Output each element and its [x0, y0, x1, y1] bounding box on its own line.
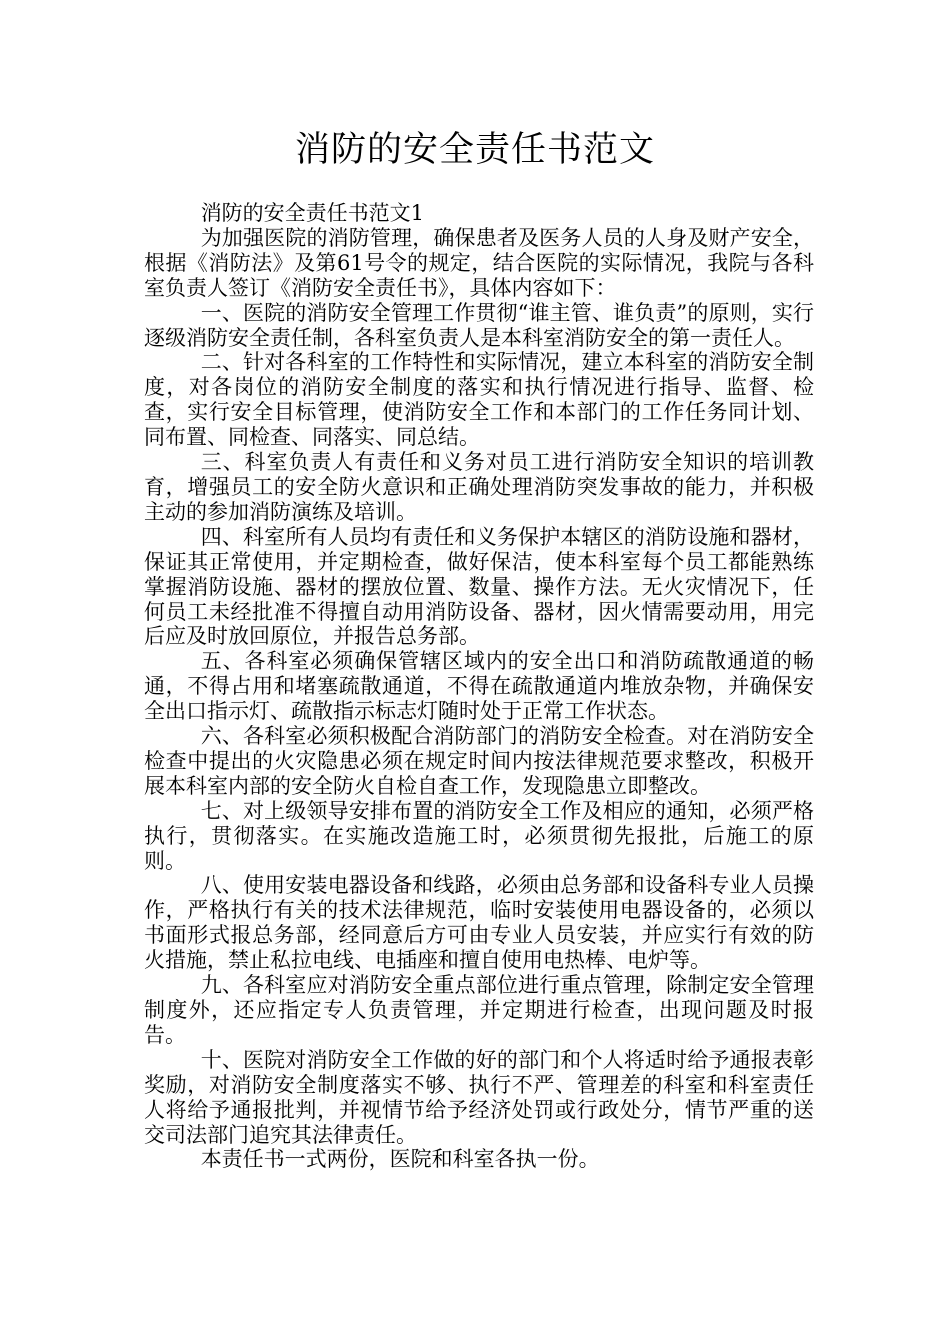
clause-1-paragraph: 一、医院的消防安全管理工作贯彻“谁主管、谁负责”的原则，实行逐级消防安全责任制，各科室负责人是本科室消防安全的第一责任人。 [144, 300, 814, 350]
clause-6-paragraph: 六、各科室必须积极配合消防部门的消防安全检查。对在消防安全检查中提出的火灾隐患必须在规定时间内按法律规范要求整改，积极开展本科室内部的安全防火自检自查工作，发现隐患立即整改。 [144, 724, 814, 798]
document-body [144, 201, 814, 1172]
clause-2-paragraph: 二、针对各科室的工作特性和实际情况，建立本科室的消防安全制度，对各岗位的消防安全制度的落实和执行情况进行指导、监督、检查，实行安全目标管理，使消防安全工作和本部门的工作任务同计划、同布置、同检查、同落实、同总结。 [144, 350, 814, 450]
clause-5-paragraph: 五、各科室必须确保管辖区域内的安全出口和消防疏散通道的畅通，不得占用和堵塞疏散通道，不得在疏散通道内堆放杂物，并确保安全出口指示灯、疏散指示标志灯随时处于正常工作状态。 [144, 649, 814, 724]
clause-8-paragraph: 八、使用安装电器设备和线路，必须由总务部和设备科专业人员操作，严格执行有关的技术法律规范，临时安装使用电器设备的，必须以书面形式报总务部，经同意后方可由专业人员安装，并应实行有效的防火措施，禁止私拉电线、电插座和擅自使用电热棒、电炉等。 [144, 873, 814, 973]
clause-4-paragraph: 四、科室所有人员均有责任和义务保护本辖区的消防设施和器材，保证其正常使用，并定期检查，做好保洁，使本科室每个员工都能熟练掌握消防设施、器材的摆放位置、数量、操作方法。无火灾情况下，任何员工未经批准不得擅自动用消防设备、器材，因火情需要动用，用完后应及时放回原位，并报告总务部。 [144, 524, 814, 649]
subtitle-paragraph: 消防的安全责任书范文1 [200, 201, 425, 225]
closing-paragraph: 本责任书一式两份，医院和科室各执一份。 [200, 1147, 600, 1172]
clause-7-paragraph: 七、对上级领导安排布置的消防安全工作及相应的通知，必须严格执行，贯彻落实。在实施改造施工时，必须贯彻先报批，后施工的原则。 [144, 798, 814, 873]
clause-9-paragraph: 九、各科室应对消防安全重点部位进行重点管理，除制定安全管理制度外，还应指定专人负责管理，并定期进行检查，出现问题及时报告。 [144, 973, 814, 1047]
clause-10-paragraph: 十、医院对消防安全工作做的好的部门和个人将适时给予通报表彰奖励，对消防安全制度落实不够、执行不严、管理差的科室和科室责任人将给予通报批判，并视情节给予经济处罚或行政处分，情节严重的送交司法部门追究其法律责任。 [144, 1047, 814, 1147]
document-title: 消防的安全责任书范文 [294, 130, 655, 170]
intro-paragraph: 为加强医院的消防管理，确保患者及医务人员的人身及财产安全，根据《消防法》及第61号令的规定，结合医院的实际情况，我院与各科室负责人签订《消防安全责任书》，具体内容如下： [144, 225, 814, 300]
clause-3-paragraph: 三、科室负责人有责任和义务对员工进行消防安全知识的培训教育，增强员工的安全防火意识和正确处理消防突发事故的能力，并积极主动的参加消防演练及培训。 [144, 450, 814, 524]
